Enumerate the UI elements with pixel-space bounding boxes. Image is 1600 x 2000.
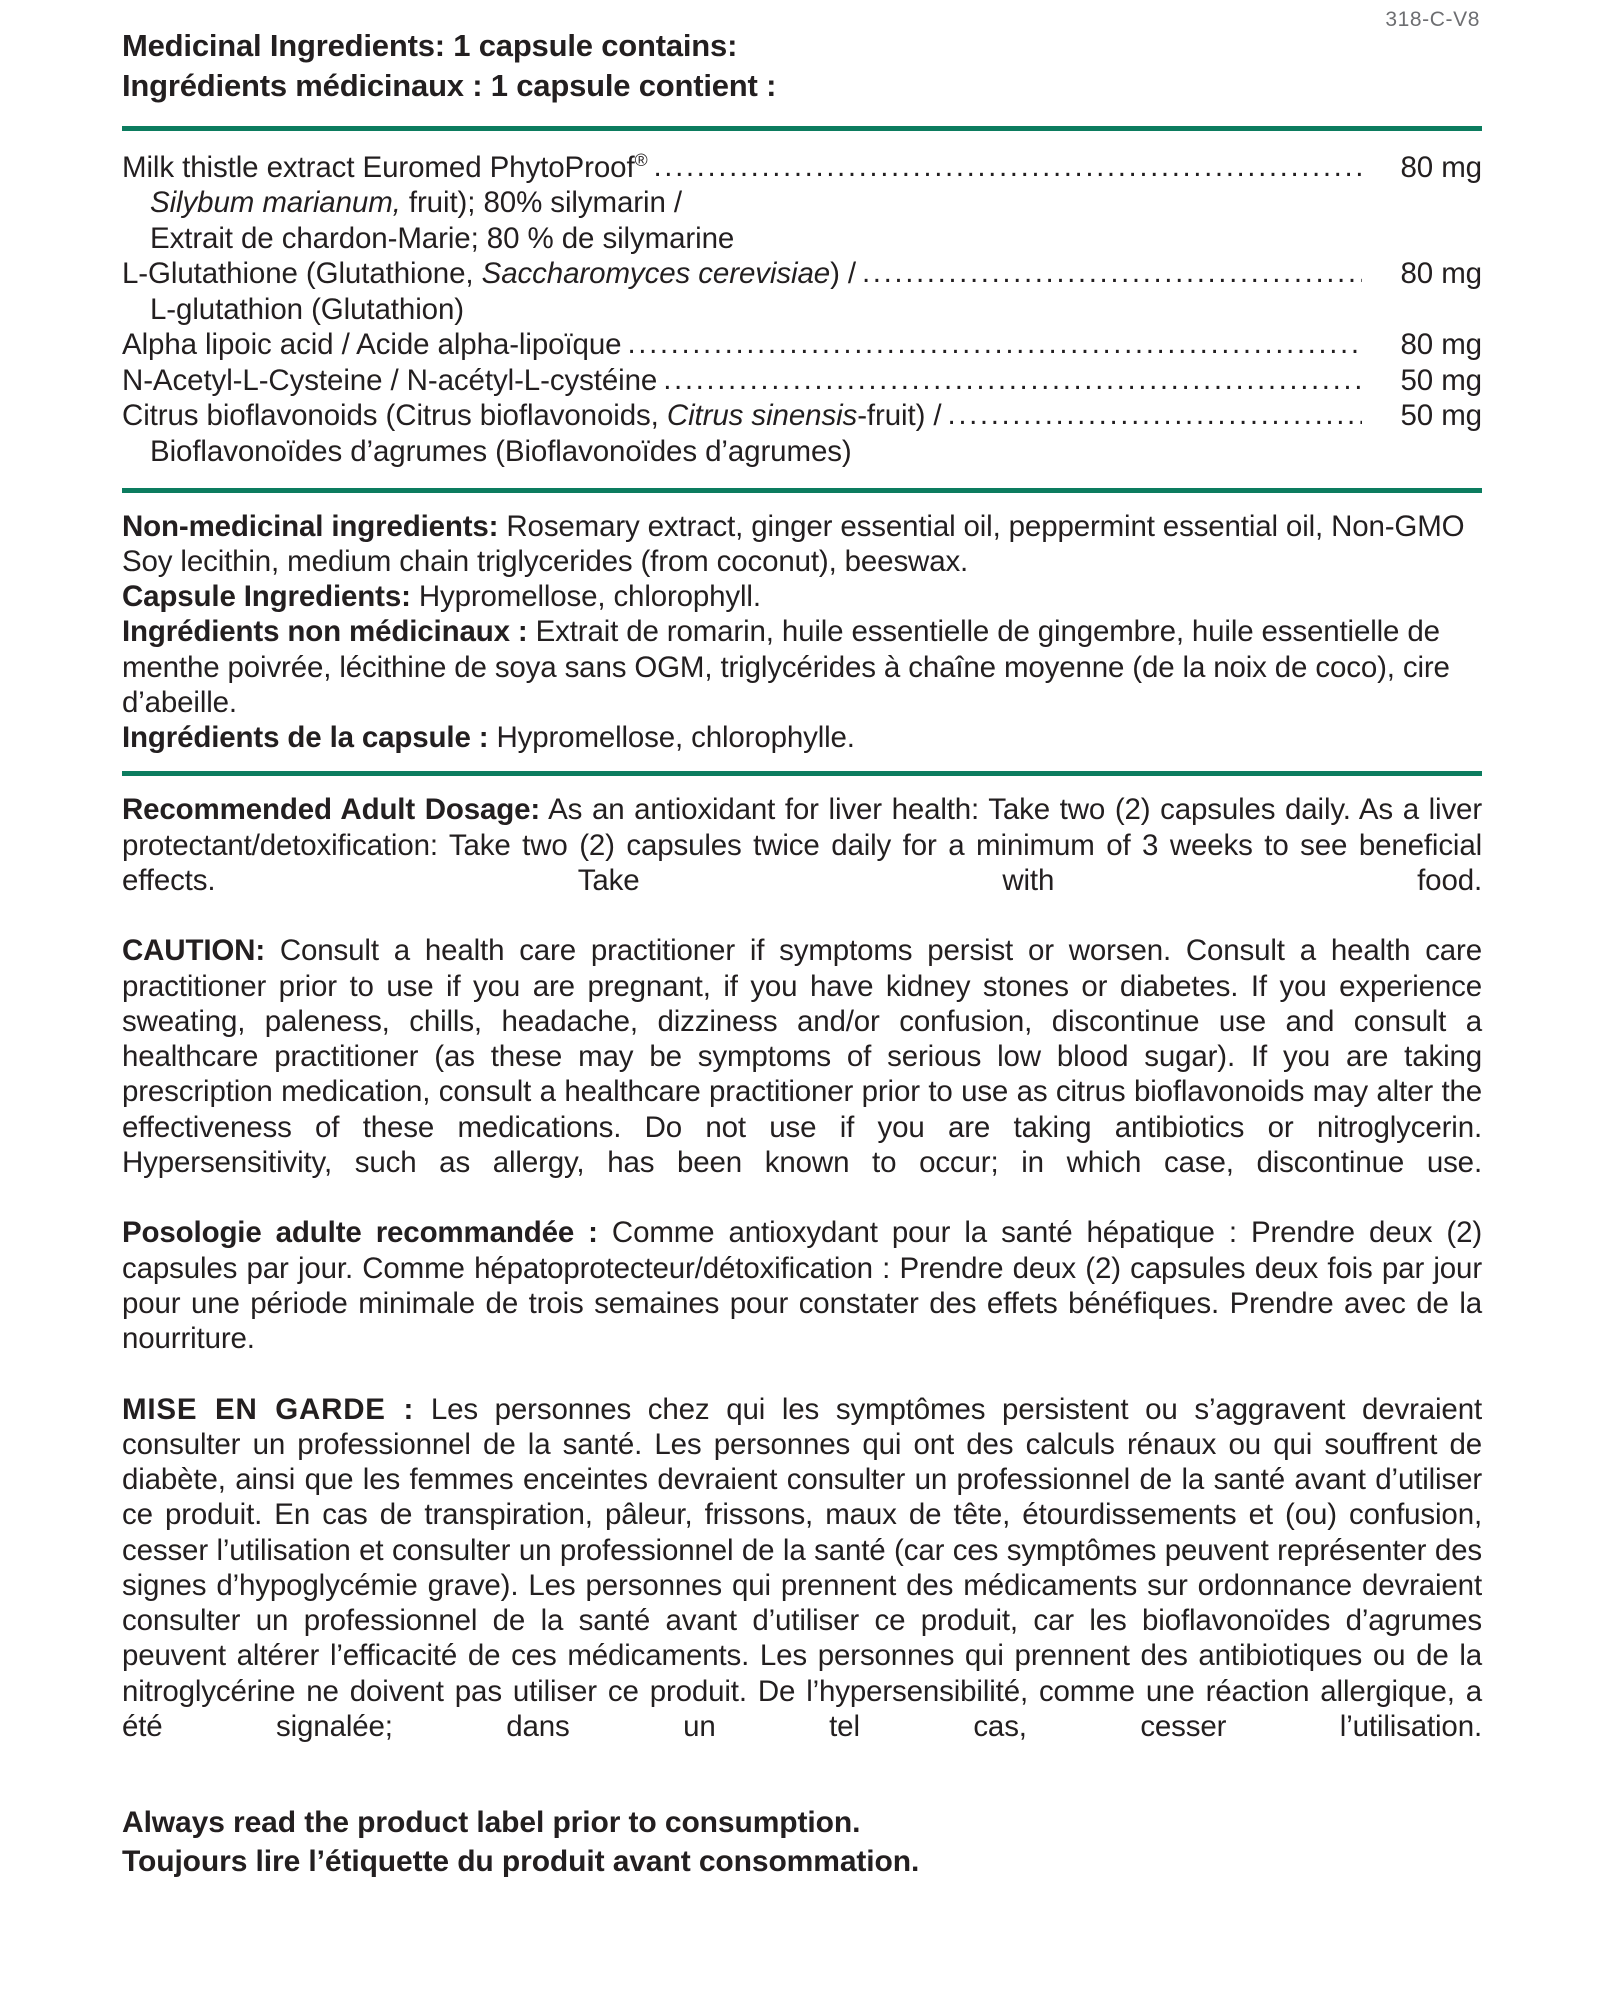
caution-en	[122, 933, 1482, 1215]
dosage-label-fr: Posologie adulte recommandée :	[122, 1216, 598, 1250]
ingredient-name	[122, 150, 648, 186]
ingredient-name-text: Citrus bioflavonoids (Citrus bioflavonoids,	[122, 399, 667, 433]
non-medicinal-label-fr: Ingrédients non médicinaux :	[122, 615, 528, 649]
subline-text: Extrait de chardon-Marie; 80 % de silymarine	[150, 221, 735, 255]
dot-leader	[663, 362, 1362, 398]
dosage-section	[122, 792, 1482, 1779]
ingredient-amount: 80 mg	[1400, 150, 1482, 184]
closing-statement	[122, 1803, 1482, 1881]
medicinal-heading-en: Medicinal Ingredients: 1 capsule contains:	[122, 28, 738, 63]
caution-body-fr: Les personnes chez qui les symptômes persistent ou s’aggravent devraient consulter un professionnel de la santé. Les personnes qui ont des calculs rénaux ou qui souffrent de diabète, ainsi que les femmes enceintes devraient consulter un professionnel de la santé avant d’utiliser ce produit. En cas de transpiration, pâleur, frissons, maux de tête, étourdissements et (ou) confusion, cesser l’utilisation et consulter un professionnel de la santé (car ces symptômes peuvent représenter des signes d’hypoglycémie grave). Les personnes qui prennent des médicaments sur ordonnance devraient consulter un professionnel de la santé avant d’utiliser ce produit, car les bioflavonoïdes d’agrumes peuvent altérer l’efficacité de ces médicaments. Les personnes qui prennent des antibiotiques ou de la nitroglycérine ne doivent pas utiliser ce produit. De l’hypersensibilité, comme une réaction allergique, a été signalée; dans un tel cas, cesser l’utilisation.	[122, 1392, 1482, 1743]
dot-leader	[654, 149, 1363, 185]
capsule-label-en: Capsule Ingredients:	[122, 580, 411, 614]
table-row	[122, 363, 1482, 399]
divider-bottom	[122, 771, 1482, 776]
non-medicinal-body-fr: Extrait de romarin, huile essentielle de gingembre, huile essentielle de menthe poivrée, lécithine de soya sans OGM, triglycérides à chaîne moyenne (de la noix de coco), cire d’abeille.	[122, 615, 1450, 719]
ingredient-name	[122, 256, 856, 292]
ingredient-subline	[122, 434, 1482, 470]
subline-text: fruit); 80% silymarin /	[400, 186, 682, 220]
medicinal-ingredients-list	[122, 150, 1482, 470]
caution-body-en: Consult a health care practitioner if symptoms persist or worsen. Consult a health care practitioner prior to use if you are pregnant, if you have kidney stones or diabetes. If you experience sweating, paleness, chills, headache, dizziness and/or confusion, discontinue use and consult a healthcare practitioner (as these may be symptoms of serious low blood sugar). If you are taking prescription medication, consult a healthcare practitioner prior to use as citrus bioflavonoids may alter the effectiveness of these medications. Do not use if you are taking antibiotics or nitroglycerin. Hypersensitivity, such as allergy, has been known to occur; in which case, discontinue use.	[122, 934, 1482, 1179]
dosage-body-fr: Comme antioxydant pour la santé hépatique : Prendre deux (2) capsules par jour. Comme hépatoprotecteur/détoxification : Prendre deux (2) capsules deux fois par jour pour une période minimale de trois semaines pour constater des effets bénéfiques. Prendre avec de la nourriture.	[122, 1216, 1482, 1356]
capsule-ingredients-en	[122, 579, 1482, 614]
table-row	[122, 256, 1482, 292]
ingredient-subline	[122, 221, 1482, 257]
ingredient-name-text: Milk thistle extract Euromed PhytoProof	[122, 150, 635, 184]
ingredient-subline	[122, 185, 1482, 221]
registered-icon: ®	[634, 149, 648, 170]
non-medicinal-fr	[122, 614, 1482, 720]
ingredient-name-suffix: ) /	[830, 257, 857, 291]
capsule-body-en: Hypromellose, chlorophyll.	[410, 580, 761, 614]
ingredient-amount: 80 mg	[1400, 257, 1482, 291]
product-code: 318-C-V8	[1385, 8, 1480, 31]
dosage-en	[122, 792, 1482, 933]
divider-middle	[122, 488, 1482, 493]
latin-name: Saccharomyces cerevisiae	[481, 257, 831, 291]
table-row	[122, 150, 1482, 186]
dosage-label-en: Recommended Adult Dosage:	[122, 793, 541, 827]
ingredient-name-suffix: -fruit) /	[857, 399, 942, 433]
ingredient-name: N-Acetyl-L-Cysteine / N-acétyl-L-cystéine	[122, 363, 658, 397]
ingredient-subline	[122, 292, 1482, 328]
caution-fr	[122, 1392, 1482, 1780]
closing-en: Always read the product label prior to consumption.	[122, 1806, 861, 1840]
ingredient-name: Alpha lipoic acid / Acide alpha-lipoïque	[122, 328, 622, 362]
dot-leader	[862, 255, 1362, 291]
non-medicinal-section	[122, 509, 1482, 756]
ingredient-name-text: L-Glutathione (Glutathione,	[122, 257, 482, 291]
non-medicinal-label-en: Non-medicinal ingredients:	[122, 509, 499, 543]
ingredient-name	[122, 398, 942, 434]
table-row	[122, 327, 1482, 363]
dot-leader	[627, 326, 1362, 362]
caution-label-fr: MISE EN GARDE :	[122, 1392, 415, 1426]
closing-fr: Toujours lire l’étiquette du produit avant consommation.	[122, 1845, 920, 1879]
dosage-fr	[122, 1215, 1482, 1391]
capsule-body-fr: Hypromellose, chlorophylle.	[488, 721, 855, 755]
medicinal-heading-fr: Ingrédients médicinaux : 1 capsule contient :	[122, 68, 777, 104]
latin-name: Citrus sinensis	[666, 399, 858, 433]
ingredient-amount: 50 mg	[1400, 399, 1482, 433]
non-medicinal-en	[122, 509, 1482, 580]
table-row	[122, 398, 1482, 434]
dosage-body-en: As an antioxidant for liver health: Take two (2) capsules daily. As a liver protectant/detoxification: Take two (2) capsules twice daily for a minimum of 3 weeks to see beneficial effects. Take with food.	[122, 793, 1482, 897]
capsule-label-fr: Ingrédients de la capsule :	[122, 721, 489, 755]
ingredient-amount: 80 mg	[1400, 328, 1482, 362]
subline-text: L-glutathion (Glutathion)	[150, 292, 464, 326]
ingredient-amount: 50 mg	[1400, 363, 1482, 397]
caution-label-en: CAUTION:	[122, 934, 266, 968]
medicinal-ingredients-heading	[122, 26, 1482, 107]
capsule-ingredients-fr	[122, 720, 1482, 755]
divider-top	[122, 126, 1482, 131]
dot-leader	[948, 397, 1362, 433]
non-medicinal-body-en: Rosemary extract, ginger essential oil, peppermint essential oil, Non-GMO Soy lecithin, medium chain triglycerides (from coconut), beeswax.	[122, 509, 1465, 578]
subline-text: Bioflavonoïdes d’agrumes (Bioflavonoïdes d’agrumes)	[150, 434, 852, 468]
latin-name: Silybum marianum,	[150, 186, 401, 220]
